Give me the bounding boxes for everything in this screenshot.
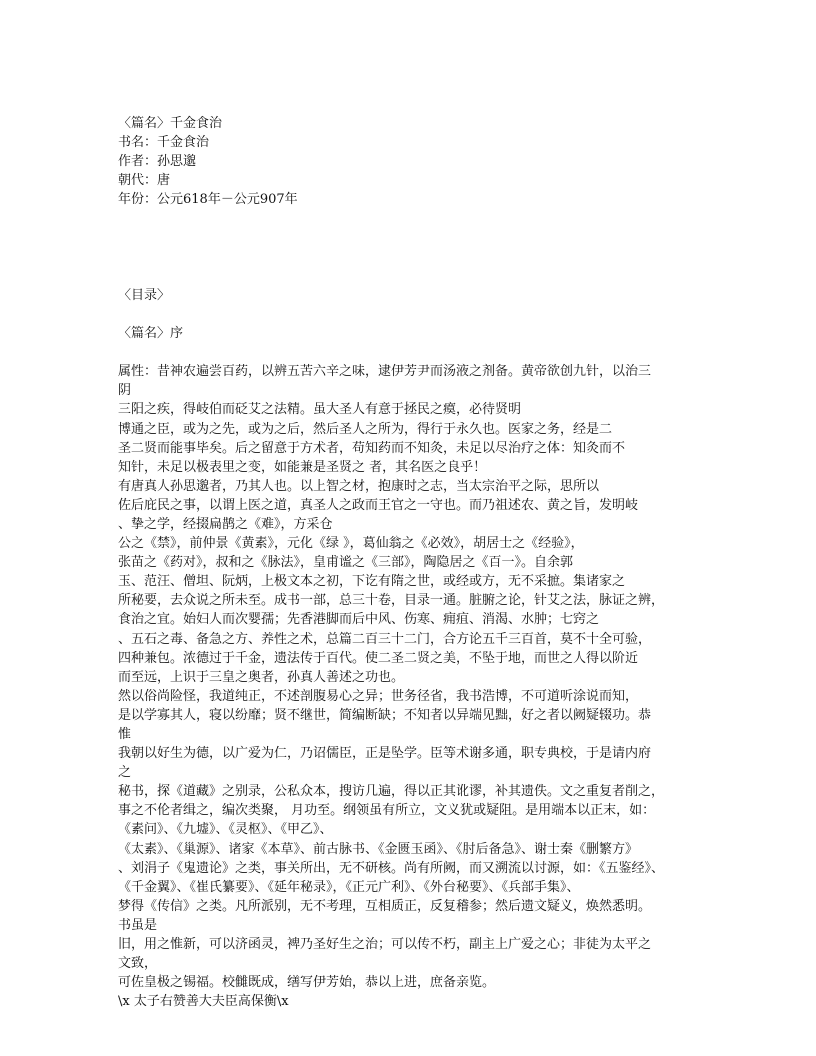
spacer [118, 343, 708, 362]
signature-line: \x 太子右赞善大夫臣高保衡\x [118, 994, 289, 1010]
body-line: 是以学寡其人，寝以纷靡；贤不继世，简编断缺；不知者以异端见黜，好之者以阙疑辍功。恭 [118, 707, 652, 723]
dynasty: 朝代：唐 [118, 173, 171, 189]
years: 年份：公元618年－公元907年 [118, 192, 298, 208]
body-line: 佐后庇民之事，以谓上医之道，真圣人之政而王官之一守也。而乃祖述农、黄之旨，发明岐 [118, 497, 639, 513]
spacer [118, 209, 708, 228]
body-line: 属性：昔神农遍尝百药，以辨五苦六辛之味，逮伊芳尹而汤液之剂备。黄帝欲创九针，以治三 [118, 364, 652, 380]
body-line: 博通之臣，或为之先，或为之后，然后圣人之所为，得行于永久也。医家之务，经是二 [118, 421, 613, 437]
preface-body [118, 362, 708, 1011]
body-line: 之 [118, 765, 132, 781]
body-line: 可佐皇极之锡福。校雠既成，缮写伊芳始，恭以上进，庶备亲览。 [118, 975, 496, 991]
body-line: 有唐真人孙思邈者，乃其人也。以上智之材，抱康时之志，当太宗治平之际，思所以 [118, 478, 600, 494]
body-line: 而至远，上识于三皇之奥者，孙真人善述之功也。 [118, 669, 405, 685]
body-line: 《太素》、《巢源》、诸家《本草》、前古脉书、《金匮玉函》、《肘后备急》、谢士秦《删繁方》 [118, 841, 639, 857]
body-line: 、五石之毒、备急之方、养性之术，总篇二百三十二门，合方论五千三百首，莫不十全可验， [118, 631, 652, 647]
body-line: 书虽是 [118, 917, 158, 933]
chapter-title: 〈篇名〉千金食治 [118, 116, 223, 131]
body-line: 《素问》、《九墟》、《灵枢》、《甲乙》、 [118, 822, 333, 838]
document-page [118, 114, 708, 1011]
body-line: 秘书，探《道藏》之别录，公私众本，搜访几遍，得以正其讹谬，补其遗佚。文之重复者削之， [118, 784, 665, 800]
body-line: 旧，用之惟新，可以济函灵，裨乃圣好生之治；可以传不朽，副主上广爱之心；非徒为太平之 [118, 937, 652, 953]
body-line: 食治之宜。始妇人而次婴孺；先香港脚而后中风、伤寒、痈疽、消渴、水肿；七窍之 [118, 612, 600, 628]
spacer [118, 305, 708, 324]
book-name: 书名：千金食治 [118, 135, 210, 151]
body-line: 、刘涓子《鬼遗论》之类，事关所出，无不研核。尚有所阙，而又溯流以讨源，如：《五鉴经》、 [118, 860, 665, 876]
spacer [118, 229, 708, 248]
body-line: 事之不伦者缉之，编次类聚， 月功至。纲领虽有所立，文义犹或疑阻。是用端本以正末，如： [118, 803, 656, 819]
body-line: 圣二贤而能事毕矣。后之留意于方术者，苟知药而不知灸，未足以尽治疗之体：知灸而不 [118, 440, 626, 456]
body-line: 公之《禁》，前仲景《黄素》，元化《绿 》，葛仙翁之《必效》，胡居士之《经验》， [118, 536, 584, 552]
body-line: 文致， [118, 956, 158, 972]
body-line: 四种兼包。浓德过于千金，遗法传于百代。使二圣二贤之美，不坠于地，而世之人得以阶近 [118, 650, 639, 666]
spacer [118, 248, 708, 267]
body-line: 梦得《传信》之类。凡所派别，无不考理，互相质正，反复稽参；然后遗文疑义，焕然悉明。 [118, 898, 652, 914]
body-line: 三阳之疾，得岐伯而砭艾之法精。虽大圣人有意于拯民之瘼，必待贤明 [118, 402, 522, 418]
author: 作者：孙思邈 [118, 154, 197, 170]
body-line: 《千金翼》、《崔氏纂要》、《延年秘录》，《正元广利》、《外台秘要》、《兵部手集》、 [118, 879, 580, 895]
toc-label: 〈目录〉 [118, 287, 171, 303]
body-line: 张苗之《药对》，叔和之《脉法》，皇甫谧之《三部》，陶隐居之《百一》。自余郭 [118, 555, 574, 571]
body-line: 阴 [118, 383, 132, 399]
body-line: 我朝以好生为德，以广爱为仁，乃诏儒臣，正是坠学。臣等术谢多通，职专典校，于是请内府 [118, 746, 652, 762]
body-line: 、挚之学，经掇扁鹊之《难》，方采仓 [118, 516, 333, 532]
spacer [118, 267, 708, 286]
body-line: 知针，未足以极表里之变，如能兼是圣贤之 者，其名医之良乎！ [118, 459, 487, 475]
body-line: 所秘要，去众说之所未至。成书一部，总三十卷，目录一通。脏腑之论，针艾之法，脉证之辨， [118, 593, 665, 609]
body-line: 惟 [118, 727, 132, 742]
body-line: 玉、范汪、僧坦、阮炳，上极文本之初，下讫有隋之世，或经或方，无不采摭。集诸家之 [118, 574, 626, 590]
section-title: 〈篇名〉序 [118, 326, 184, 342]
body-line: 然以俗尚险怪，我道纯正，不述剖腹易心之异；世务径省，我书浩博，不可道听涂说而知， [118, 688, 639, 704]
